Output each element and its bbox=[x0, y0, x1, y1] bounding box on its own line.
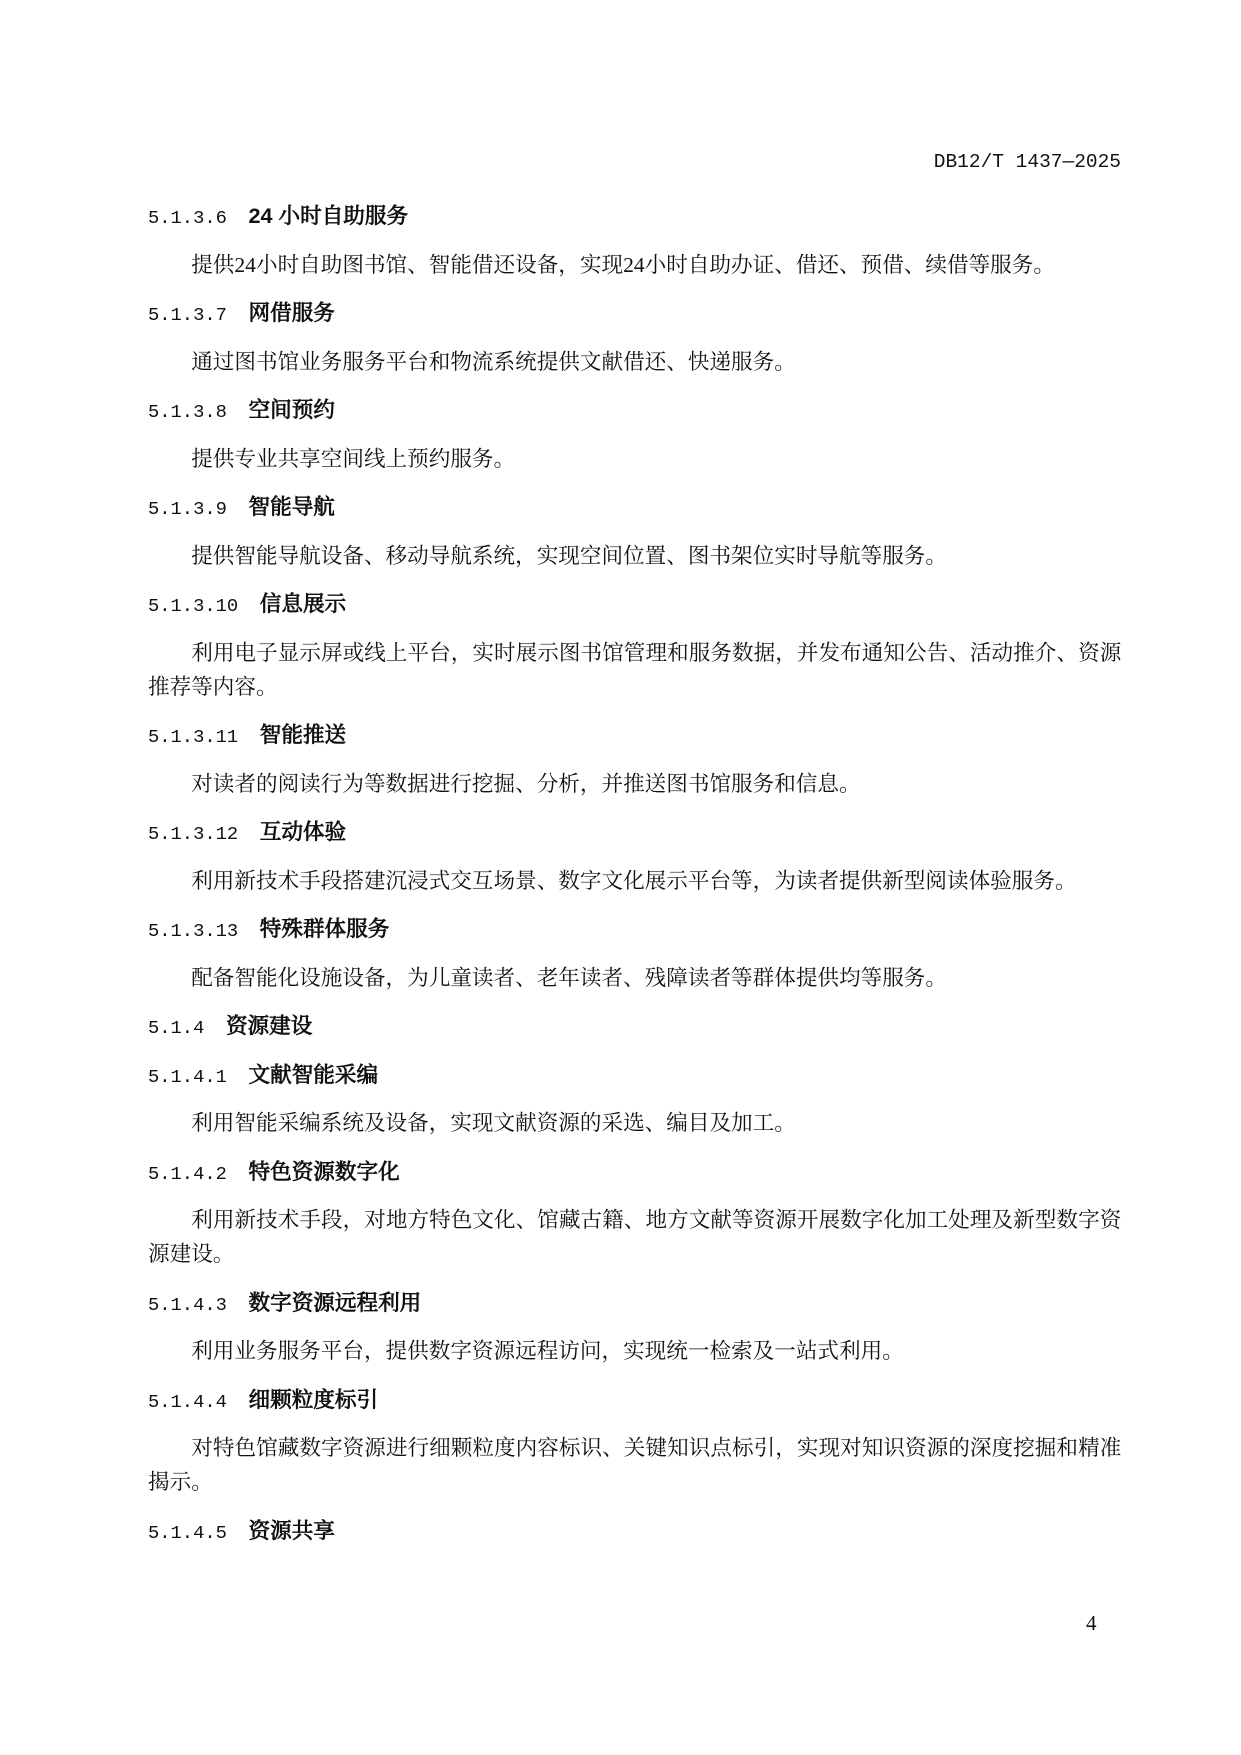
clause-heading bbox=[148, 490, 1121, 524]
document-body bbox=[148, 199, 1121, 1562]
paragraph-line: 对读者的阅读行为等数据进行挖掘、分析，并推送图书馆服务和信息。 bbox=[191, 771, 861, 796]
paragraph-line: 提供专业共享空间线上预约服务。 bbox=[191, 446, 516, 471]
paragraph-line: 利用智能采编系统及设备，实现文献资源的采选、编目及加工。 bbox=[191, 1111, 796, 1135]
clause-5-1-3-12 bbox=[148, 815, 1121, 898]
clause-title: 网借服务 bbox=[248, 300, 335, 325]
clause-title: 数字资源远程利用 bbox=[248, 1289, 422, 1315]
clause-heading bbox=[148, 296, 1121, 330]
clause-paragraph bbox=[148, 539, 1121, 573]
paragraph-line: 提供24小时自助图书馆、智能借还设备，实现24小时自助办证、借还、预借、续借等服务。 bbox=[191, 252, 1055, 277]
clause-title: 文献智能采编 bbox=[248, 1061, 379, 1087]
clause-paragraph bbox=[148, 767, 1121, 801]
paragraph-line: 配备智能化设施设备，为儿童读者、老年读者、残障读者等群体提供均等服务。 bbox=[191, 965, 947, 990]
clause-number: 5.1.3.9 bbox=[148, 498, 227, 520]
clause-number: 5.1.3.12 bbox=[148, 823, 239, 845]
clause-5-1-3-11 bbox=[148, 718, 1121, 801]
clause-number: 5.1.4.1 bbox=[148, 1065, 227, 1088]
paragraph-line: 揭示。 bbox=[148, 1470, 213, 1494]
clause-5-1-4-3 bbox=[148, 1286, 1121, 1369]
clause-title: 资源共享 bbox=[248, 1517, 335, 1543]
paragraph-line: 利用新技术手段搭建沉浸式交互场景、数字文化展示平台等，为读者提供新型阅读体验服务。 bbox=[191, 868, 1077, 893]
clause-number: 5.1.4.5 bbox=[148, 1521, 227, 1544]
clause-title: 特殊群体服务 bbox=[259, 916, 390, 941]
clause-title: 空间预约 bbox=[248, 397, 335, 422]
clause-number: 5.1.4.4 bbox=[148, 1390, 227, 1413]
clause-heading bbox=[148, 1383, 1121, 1417]
paragraph-line: 利用新技术手段，对地方特色文化、馆藏古籍、地方文献等资源开展数字化加工处理及新型数字资 bbox=[191, 1208, 1121, 1232]
paragraph-line: 利用电子显示屏或线上平台，实时展示图书馆管理和服务数据，并发布通知公告、活动推介、资源 bbox=[191, 640, 1121, 665]
clause-heading bbox=[148, 587, 1121, 621]
clause-paragraph bbox=[148, 1203, 1121, 1271]
clause-5-1-3-6 bbox=[148, 199, 1121, 282]
clause-title: 24 小时自助服务 bbox=[248, 203, 409, 228]
clause-paragraph bbox=[148, 345, 1121, 379]
clause-number: 5.1.3.7 bbox=[148, 304, 227, 326]
clause-paragraph bbox=[148, 961, 1121, 995]
clause-title: 细颗粒度标引 bbox=[248, 1386, 379, 1412]
clause-heading bbox=[148, 393, 1121, 427]
clause-paragraph bbox=[148, 248, 1121, 282]
clause-paragraph bbox=[148, 636, 1121, 704]
clause-title: 智能推送 bbox=[259, 722, 347, 747]
clause-heading bbox=[148, 1514, 1121, 1548]
clause-title: 智能导航 bbox=[248, 494, 335, 519]
clause-heading bbox=[148, 912, 1121, 946]
clause-paragraph bbox=[148, 864, 1121, 898]
clause-number: 5.1.3.11 bbox=[148, 726, 239, 748]
paragraph-line: 推荐等内容。 bbox=[148, 674, 278, 699]
clause-5-1-3-10 bbox=[148, 587, 1121, 704]
clause-paragraph bbox=[148, 442, 1121, 476]
clause-number: 5.1.3.8 bbox=[148, 401, 227, 423]
clause-title: 信息展示 bbox=[259, 591, 347, 616]
clause-5-1-3-7 bbox=[148, 296, 1121, 379]
clause-number: 5.1.4.3 bbox=[148, 1293, 227, 1316]
clause-number: 5.1.3.10 bbox=[148, 595, 239, 617]
clause-5-1-4-2 bbox=[148, 1155, 1121, 1272]
clause-5-1-4-5 bbox=[148, 1514, 1121, 1548]
clause-5-1-3-8 bbox=[148, 393, 1121, 476]
paragraph-line: 源建设。 bbox=[148, 1242, 235, 1266]
clause-paragraph bbox=[148, 1106, 1121, 1140]
clause-heading bbox=[148, 199, 1121, 233]
clause-title: 特色资源数字化 bbox=[248, 1158, 400, 1184]
paragraph-line: 提供智能导航设备、移动导航系统，实现空间位置、图书架位实时导航等服务。 bbox=[191, 543, 947, 568]
clause-title: 资源建设 bbox=[225, 1013, 313, 1038]
clause-title: 互动体验 bbox=[259, 819, 347, 844]
clause-5-1-4-4 bbox=[148, 1383, 1121, 1500]
clause-heading bbox=[148, 718, 1121, 752]
clause-number: 5.1.3.6 bbox=[148, 207, 227, 229]
paragraph-line: 通过图书馆业务服务平台和物流系统提供文献借还、快递服务。 bbox=[191, 349, 796, 374]
clause-5-1-4-1 bbox=[148, 1058, 1121, 1141]
clause-heading bbox=[148, 815, 1121, 849]
page-number: 4 bbox=[1086, 1611, 1097, 1635]
clause-heading bbox=[148, 1286, 1121, 1320]
paragraph-line: 利用业务服务平台，提供数字资源远程访问，实现统一检索及一站式利用。 bbox=[191, 1339, 904, 1363]
running-header-standard-code: DB12/T 1437—2025 bbox=[933, 151, 1121, 173]
clause-number: 5.1.3.13 bbox=[148, 920, 239, 942]
clause-heading bbox=[148, 1058, 1121, 1092]
clause-5-1-3-13 bbox=[148, 912, 1121, 995]
paragraph-line: 对特色馆藏数字资源进行细颗粒度内容标识、关键知识点标引，实现对知识资源的深度挖掘和精准 bbox=[191, 1436, 1121, 1460]
clause-number: 5.1.4 bbox=[148, 1017, 205, 1039]
clause-5-1-4 bbox=[148, 1009, 1121, 1043]
clause-heading bbox=[148, 1155, 1121, 1189]
clause-5-1-3-9 bbox=[148, 490, 1121, 573]
clause-heading bbox=[148, 1009, 1121, 1043]
clause-number: 5.1.4.2 bbox=[148, 1162, 227, 1185]
clause-paragraph bbox=[148, 1431, 1121, 1499]
clause-paragraph bbox=[148, 1334, 1121, 1368]
